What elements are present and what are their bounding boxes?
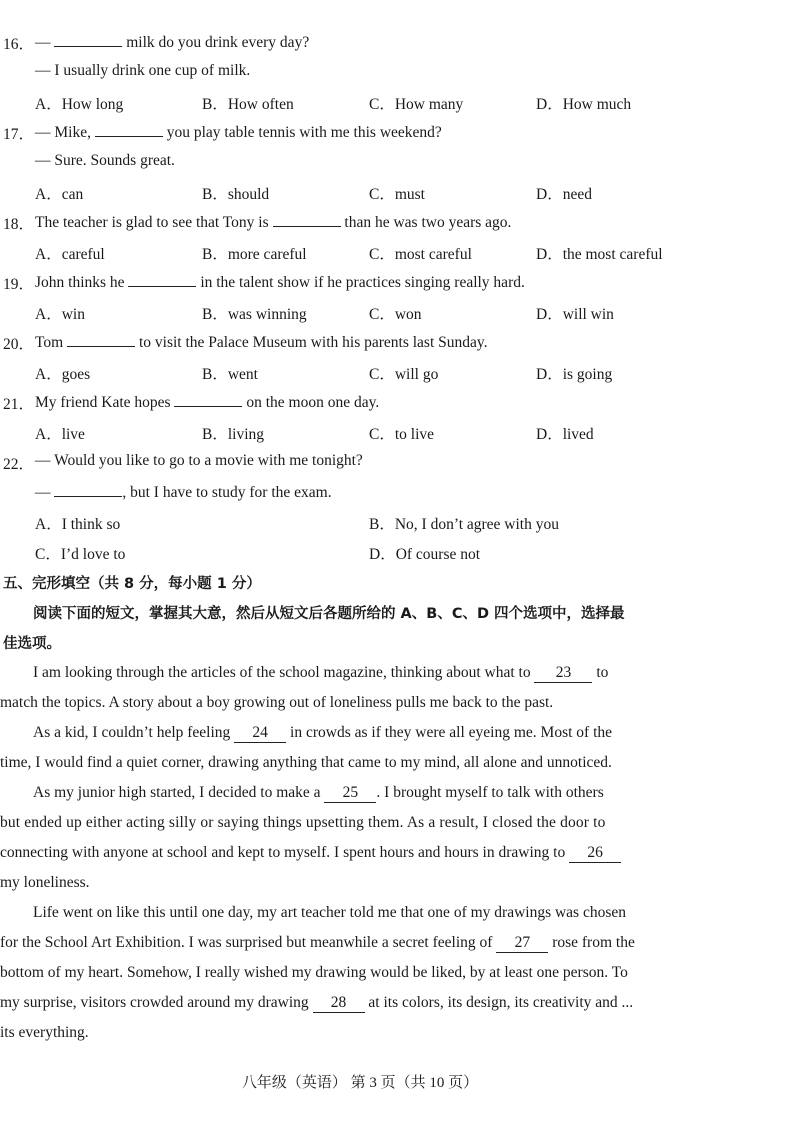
option-c: C．most careful [369, 246, 472, 263]
answer-blank [273, 212, 341, 227]
option-b: B．No, I don’t agree with you [369, 516, 559, 533]
question-number: 21． [3, 396, 35, 413]
stem-text: you play table tennis with me this weekend? [162, 124, 442, 141]
passage-text: my loneliness. [0, 874, 90, 891]
option-a: A．I think so [35, 516, 121, 533]
response-text: — [35, 484, 55, 501]
passage-text: connecting with anyone at school and kept to myself. I spent hours and hours in drawing to [0, 844, 566, 861]
option-c: C．to live [369, 426, 435, 443]
option-d: D．Of course not [369, 546, 481, 563]
passage-text: . I brought myself to talk with others [376, 784, 604, 801]
stem-text: — Would you like to go to a movie with me tonight? [35, 452, 363, 469]
stem-text: Tom [35, 334, 68, 351]
option-b: B．should [202, 186, 270, 203]
option-d: D．is going [536, 366, 613, 383]
question-number: 18． [3, 216, 35, 233]
answer-blank [174, 392, 242, 407]
response-text: — Sure. Sounds great. [35, 152, 175, 169]
option-b: B．living [202, 426, 265, 443]
answer-blank [67, 332, 135, 347]
answer-blank [95, 122, 163, 137]
response-text: , but I have to study for the exam. [122, 484, 332, 501]
question-number: 17． [3, 126, 35, 143]
section-instruction-cont: 佳选项。 [3, 636, 61, 652]
option-a: A．How long [35, 96, 124, 113]
stem-text: — [35, 34, 55, 51]
stem-text: John thinks he [35, 274, 129, 291]
section-instruction: 阅读下面的短文，掌握其大意，然后从短文后各题所给的 A、B、C、D 四个选项中，选择最 [33, 606, 625, 622]
stem-text: The teacher is glad to see that Tony is [35, 214, 273, 231]
answer-blank [54, 32, 122, 47]
option-a: A．goes [35, 366, 91, 383]
option-a: A．win [35, 306, 85, 323]
question-number: 16． [3, 36, 35, 53]
passage-text: to [596, 664, 609, 681]
option-b: B．was winning [202, 306, 307, 323]
passage-text: time, I would find a quiet corner, drawing anything that came to my mind, all alone and unnoticed. [0, 754, 612, 771]
question-number: 22． [3, 456, 35, 473]
cloze-blank-25: 25 [324, 784, 376, 803]
cloze-blank-26: 26 [569, 844, 621, 863]
passage-text: As my junior high started, I decided to make a [33, 784, 321, 801]
cloze-passage [0, 658, 704, 1048]
stem-text: My friend Kate hopes [35, 394, 175, 411]
passage-text: in crowds as if they were all eyeing me. Most of the [290, 724, 613, 741]
option-a: A．careful [35, 246, 105, 263]
stem-text: milk do you drink every day? [122, 34, 310, 51]
passage-text: rose from the [552, 934, 635, 951]
passage-text: its everything. [0, 1024, 89, 1041]
passage-text: but ended up either acting silly or saying things upsetting them. As a result, I closed the door to [0, 814, 606, 831]
passage-text: match the topics. A story about a boy growing out of loneliness pulls me back to the past. [0, 694, 554, 711]
option-d: D．lived [536, 426, 594, 443]
answer-blank [128, 272, 196, 287]
option-d: D．How much [536, 96, 632, 113]
option-d: D．the most careful [536, 246, 663, 263]
cloze-blank-28: 28 [313, 994, 365, 1013]
option-a: A．live [35, 426, 85, 443]
question-number: 20． [3, 336, 35, 353]
option-d: D．need [536, 186, 592, 203]
response-text: — I usually drink one cup of milk. [35, 62, 251, 79]
passage-text: As a kid, I couldn’t help feeling [33, 724, 231, 741]
stem-text: on the moon one day. [242, 394, 380, 411]
stem-text: than he was two years ago. [340, 214, 512, 231]
cloze-blank-24: 24 [234, 724, 286, 743]
option-b: B．more careful [202, 246, 307, 263]
stem-text: — Mike, [35, 124, 95, 141]
option-b: B．How often [202, 96, 294, 113]
page-footer: 八年级（英语） 第 3 页（共 10 页） [241, 1075, 479, 1091]
passage-text: bottom of my heart. Somehow, I really wished my drawing would be liked, by at least one person. To [0, 964, 628, 981]
option-d: D．will win [536, 306, 614, 323]
passage-text: at its colors, its design, its creativity and ... [368, 994, 634, 1011]
option-c: C．How many [369, 96, 464, 113]
passage-text: for the School Art Exhibition. I was surprised but meanwhile a secret feeling of [0, 934, 493, 951]
passage-text: I am looking through the articles of the school magazine, thinking about what to [33, 664, 531, 681]
passage-text: my surprise, visitors crowded around my drawing [0, 994, 309, 1011]
option-c: C．won [369, 306, 422, 323]
option-c: C．will go [369, 366, 439, 383]
stem-text: in the talent show if he practices singing really hard. [196, 274, 525, 291]
stem-text: to visit the Palace Museum with his parents last Sunday. [135, 334, 488, 351]
section-title: 五、完形填空（共 8 分，每小题 1 分） [3, 576, 261, 592]
option-a: A．can [35, 186, 84, 203]
answer-blank [54, 482, 122, 497]
cloze-blank-27: 27 [496, 934, 548, 953]
option-c: C．must [369, 186, 425, 203]
question-number: 19． [3, 276, 35, 293]
option-c: C．I’d love to [35, 546, 126, 563]
cloze-blank-23: 23 [534, 664, 592, 683]
passage-text: Life went on like this until one day, my art teacher told me that one of my drawings was chosen [33, 904, 627, 921]
option-b: B．went [202, 366, 258, 383]
